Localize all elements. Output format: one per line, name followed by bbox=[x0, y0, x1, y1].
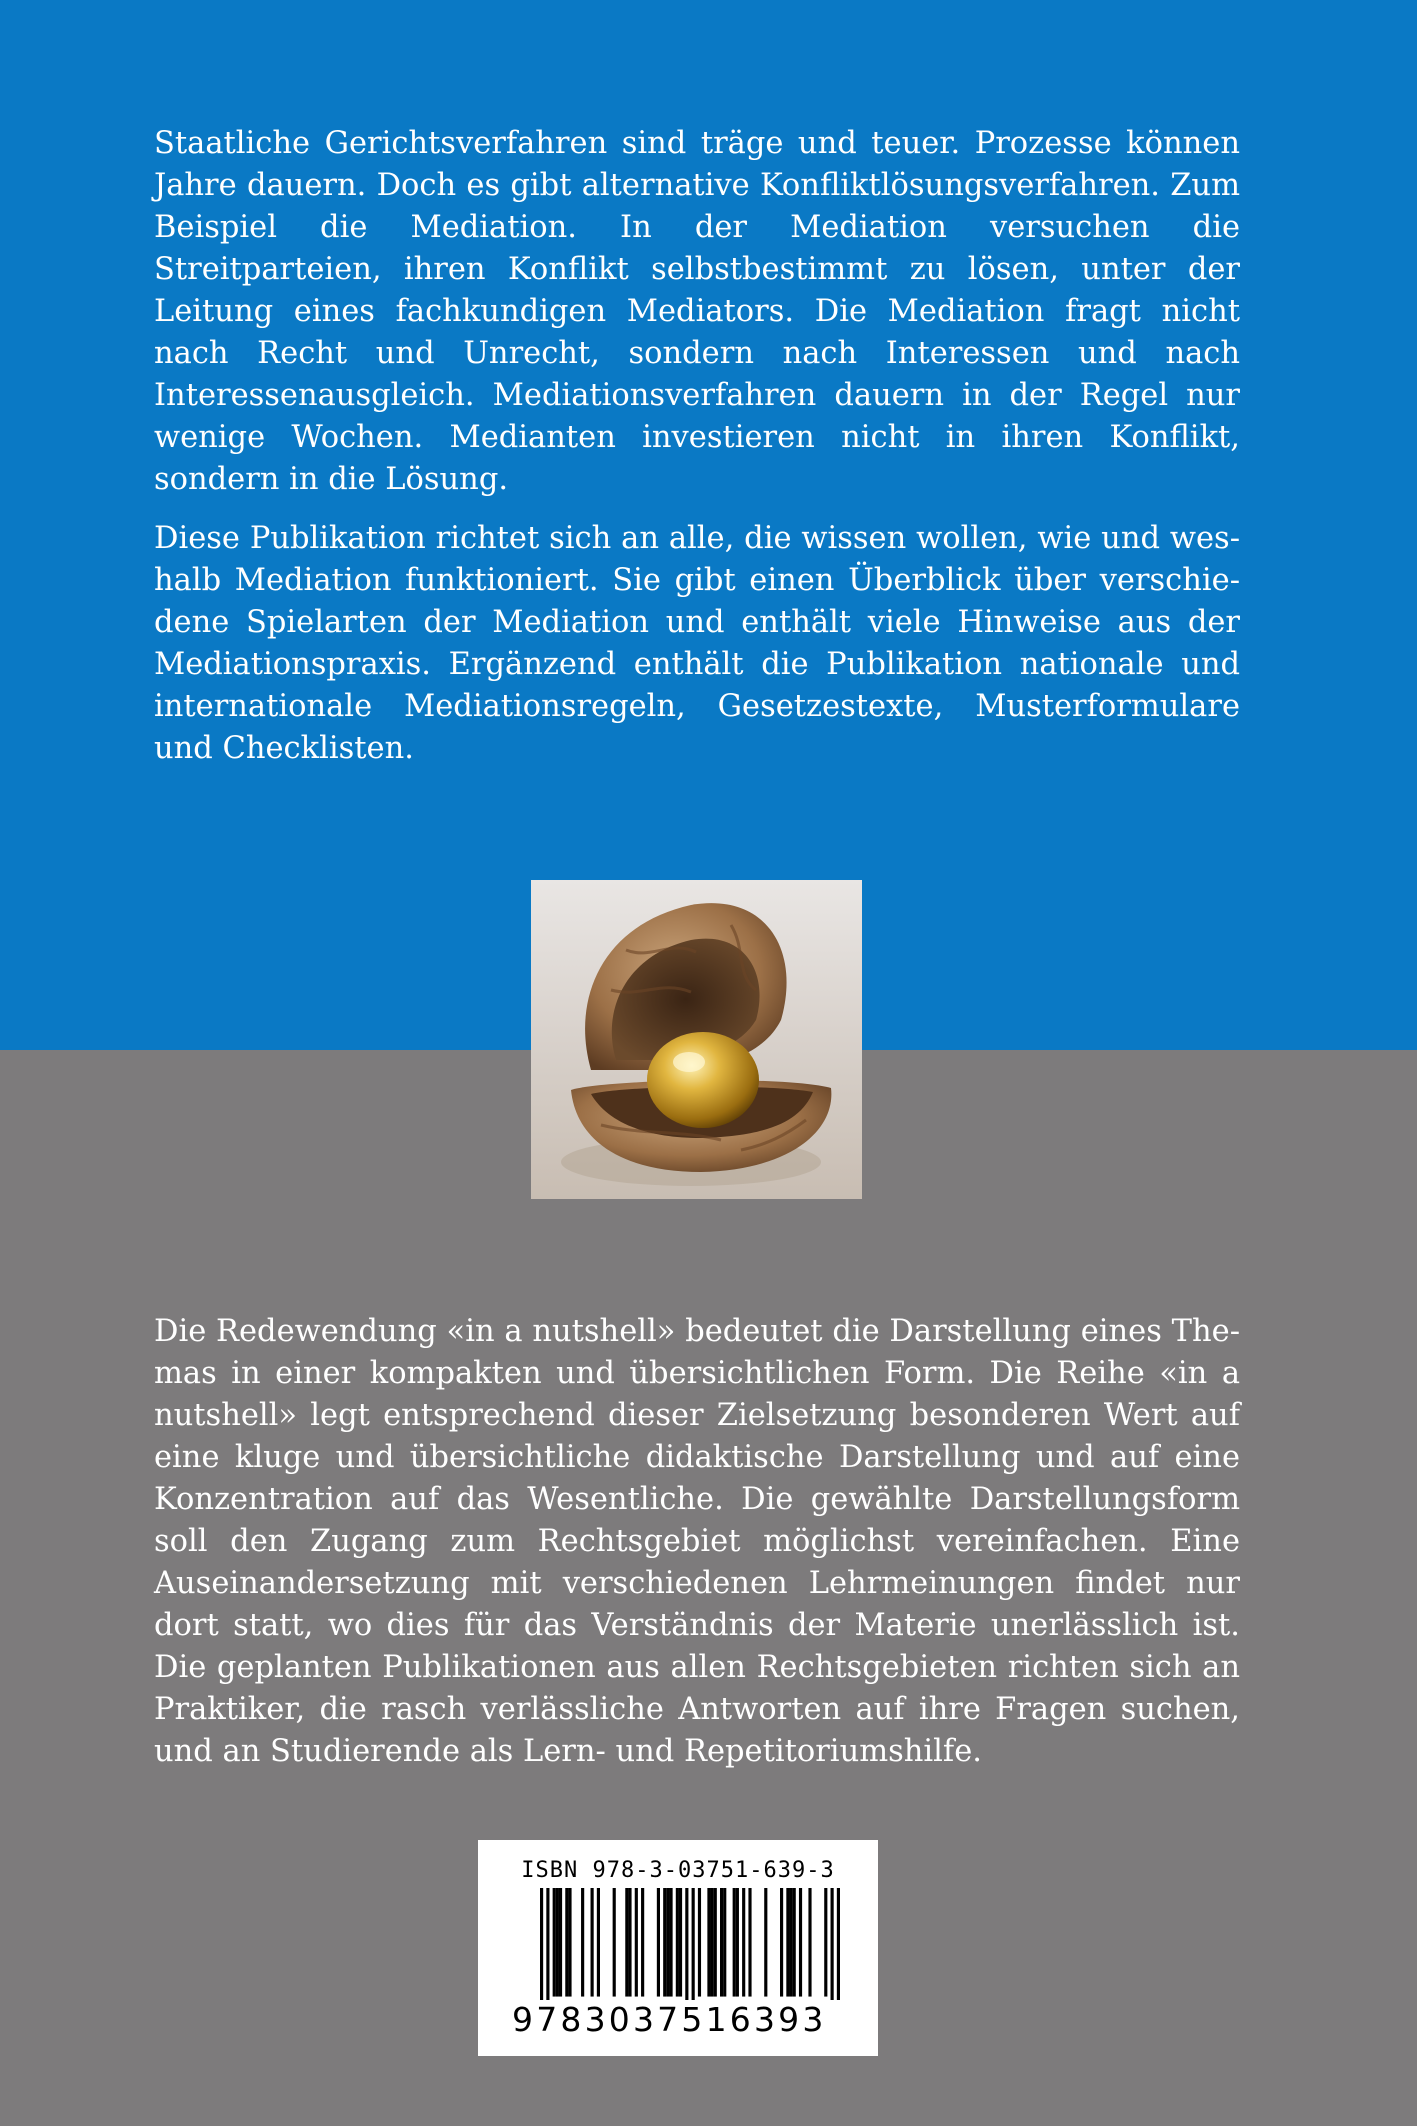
barcode-bar bbox=[676, 1888, 679, 1997]
barcode-bar bbox=[720, 1888, 723, 1997]
isbn-label: ISBN 978-3-03751-639-3 bbox=[521, 1858, 835, 1883]
barcode-bar bbox=[666, 1888, 669, 1997]
barcode-bar bbox=[748, 1888, 751, 1997]
barcode-bar bbox=[799, 1888, 802, 1997]
barcode-bar bbox=[707, 1888, 710, 1997]
barcode-bar bbox=[625, 1888, 628, 1997]
intro-paragraph-2: Diese Publikation richtet sich an alle, die wissen wollen, wie und weshalb Mediation funktioniert. Sie gibt einen Überblick über verschiedene Spielarten der Mediation und enthält viele Hinweise aus der Mediationspraxis. Ergänzend enthält die Publikation nationale und internationale Mediationsregeln, Gesetzestexte, Musterformulare und Checklisten. bbox=[154, 521, 1240, 766]
barcode-bar bbox=[685, 1888, 688, 2006]
series-paragraph: Die Redewendung «in a nutshell» bedeutet die Darstellung eines Themas in einer kompakten und übersichtlichen Form. Die Reihe «in a nutshell» legt entsprechend dieser Zielsetzung besonderen Wert auf eine kluge und übersichtliche didaktische Darstellung und auf eine Konzentration auf das Wesentliche. Die gewählte Darstellungsform soll den Zugang zum Rechtsgebiet möglichst vereinfachen. Eine Auseinandersetzung mit verschiedenen Lehrmeinungen findet nur dort statt, wo dies für das Verständnis der Materie unerlässlich ist. Die geplanten Publikationen aus allen Rechtsgebieten richten sich an Praktiker, die rasch verlässliche Antworten auf ihre Fragen suchen, und an Studierende als Lern- und Repetitoriumshilfe. bbox=[154, 1314, 1240, 1769]
barcode-bar bbox=[641, 1888, 644, 1997]
barcode-bar bbox=[540, 1888, 543, 2006]
barcode-bar bbox=[581, 1888, 584, 1997]
barcode-bar bbox=[568, 1888, 571, 1997]
barcode-bar bbox=[793, 1888, 796, 1997]
barcode-bar bbox=[565, 1888, 568, 1997]
barcode-bar bbox=[714, 1888, 717, 1997]
barcode-bar bbox=[635, 1888, 638, 1997]
barcode-bar bbox=[711, 1888, 714, 1997]
barcode-bar bbox=[723, 1888, 726, 1997]
barcode-bar bbox=[824, 1888, 827, 1997]
isbn-barcode bbox=[478, 1840, 878, 2056]
barcode-bar bbox=[736, 1888, 739, 1997]
walnut-golden-egg-image bbox=[531, 880, 862, 1199]
barcode-bar bbox=[613, 1888, 616, 1997]
barcode-bar bbox=[546, 1888, 549, 2006]
barcode-bar bbox=[669, 1888, 672, 1997]
barcode-bar bbox=[556, 1888, 559, 1997]
series-text bbox=[154, 1311, 1240, 1790]
barcode-bar bbox=[591, 1888, 594, 1997]
barcode-bar bbox=[692, 1888, 695, 2006]
barcode-bar bbox=[780, 1888, 783, 1997]
barcode-bar bbox=[808, 1888, 811, 1997]
intro-paragraph-1: Staatliche Gerichtsverfahren sind träge und teuer. Prozesse können Jahre dauern. Doch es gibt alternative Konfliktlösungsverfahren. Zum Beispiel die Mediation. In der Mediation versuchen die Streitparteien, ihren Konflikt selbstbestimmt zu lösen, unter der Leitung eines fachkundigen Mediators. Die Mediation fragt nicht nach Recht und Unrecht, sondern nach Interessen und nach Interessenausgleich. Mediationsverfahren dauern in der Regel nur wenige Wochen. Medianten investieren nicht in ihren Konflikt, sondern in die Lösung. bbox=[154, 126, 1240, 497]
barcode-bar bbox=[742, 1888, 745, 1997]
barcode-bar bbox=[657, 1888, 660, 1997]
barcode-bar bbox=[597, 1888, 600, 1997]
barcode-bar bbox=[698, 1888, 701, 1997]
barcode-bar bbox=[733, 1888, 736, 1997]
barcode-bar bbox=[663, 1888, 666, 1997]
barcode-bar bbox=[831, 1888, 834, 2006]
intro-text bbox=[154, 123, 1240, 787]
barcode-bar bbox=[789, 1888, 792, 1997]
barcode-bar bbox=[786, 1888, 789, 1997]
barcode-bar bbox=[628, 1888, 631, 1997]
barcode-bar bbox=[679, 1888, 682, 1997]
barcode-bar bbox=[837, 1888, 840, 2006]
barcode-bar bbox=[764, 1888, 767, 1997]
barcode-bars bbox=[540, 1888, 840, 2006]
barcode-bar bbox=[559, 1888, 562, 1997]
barcode-bar bbox=[553, 1888, 556, 1997]
ean-digits: 9783037516393 bbox=[512, 2000, 852, 2040]
